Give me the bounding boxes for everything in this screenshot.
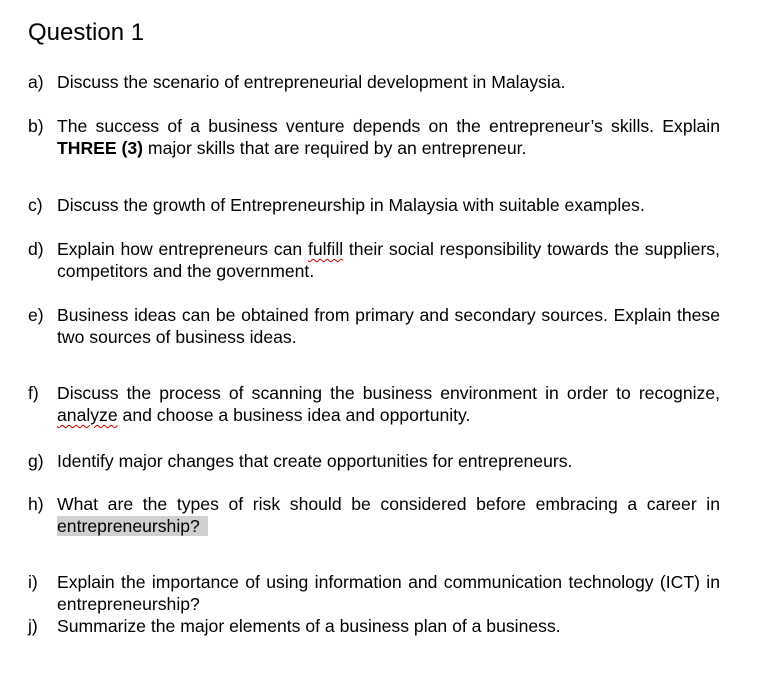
question-d: [28, 238, 720, 282]
spellcheck-flagged-word[interactable]: fulfill: [307, 239, 344, 259]
bold-emphasis: THREE (3): [57, 138, 144, 158]
question-text: Summarize the major elements of a business plan of a business.: [57, 616, 561, 636]
question-f: [28, 382, 720, 426]
question-text-part: Explain how entrepreneurs can: [57, 239, 308, 259]
question-text: Identify major changes that create opportunities for entrepreneurs.: [57, 451, 573, 471]
question-a: [28, 71, 720, 93]
question-label: b): [28, 116, 44, 136]
question-text-part: their social responsibility towards the suppliers, competitors and the government.: [57, 239, 720, 281]
spellcheck-flagged-word[interactable]: analyze: [57, 405, 118, 425]
question-g: [28, 450, 720, 472]
question-text: Explain the importance of using information and communication technology (ICT) in entrepreneurship?: [57, 572, 720, 614]
question-text: [57, 382, 720, 426]
question-j: [28, 615, 720, 637]
question-b: [28, 115, 720, 159]
question-label: g): [28, 451, 44, 471]
question-i: [28, 571, 720, 615]
highlighted-text[interactable]: entrepreneurship?: [57, 516, 208, 536]
question-label: h): [28, 494, 44, 514]
question-text: [57, 238, 720, 282]
question-text: Discuss the scenario of entrepreneurial development in Malaysia.: [57, 72, 566, 92]
question-text-part: and choose a business idea and opportunity.: [117, 405, 471, 425]
question-label: f): [28, 383, 39, 403]
question-text: [57, 493, 720, 537]
question-label: e): [28, 305, 44, 325]
question-h: [28, 493, 720, 537]
question-e: [28, 304, 720, 348]
question-label: a): [28, 72, 44, 92]
question-label: d): [28, 239, 44, 259]
question-text-part: What are the types of risk should be considered before embracing a career in: [57, 494, 720, 514]
question-label: c): [28, 195, 43, 215]
question-text: Discuss the growth of Entrepreneurship in Malaysia with suitable examples.: [57, 195, 645, 215]
question-title: Question 1: [28, 19, 145, 46]
question-text-part: major skills that are required by an entrepreneur.: [143, 138, 527, 158]
question-text: Business ideas can be obtained from primary and secondary sources. Explain these two sources of business ideas.: [57, 305, 720, 347]
question-label: j): [28, 616, 38, 636]
question-c: [28, 194, 720, 216]
question-label: i): [28, 572, 38, 592]
question-text-part: Discuss the process of scanning the business environment in order to recognize,: [57, 383, 720, 403]
question-text-part: The success of a business venture depends on the entrepreneur’s skills. Explain: [57, 116, 720, 136]
question-text: [57, 115, 720, 159]
